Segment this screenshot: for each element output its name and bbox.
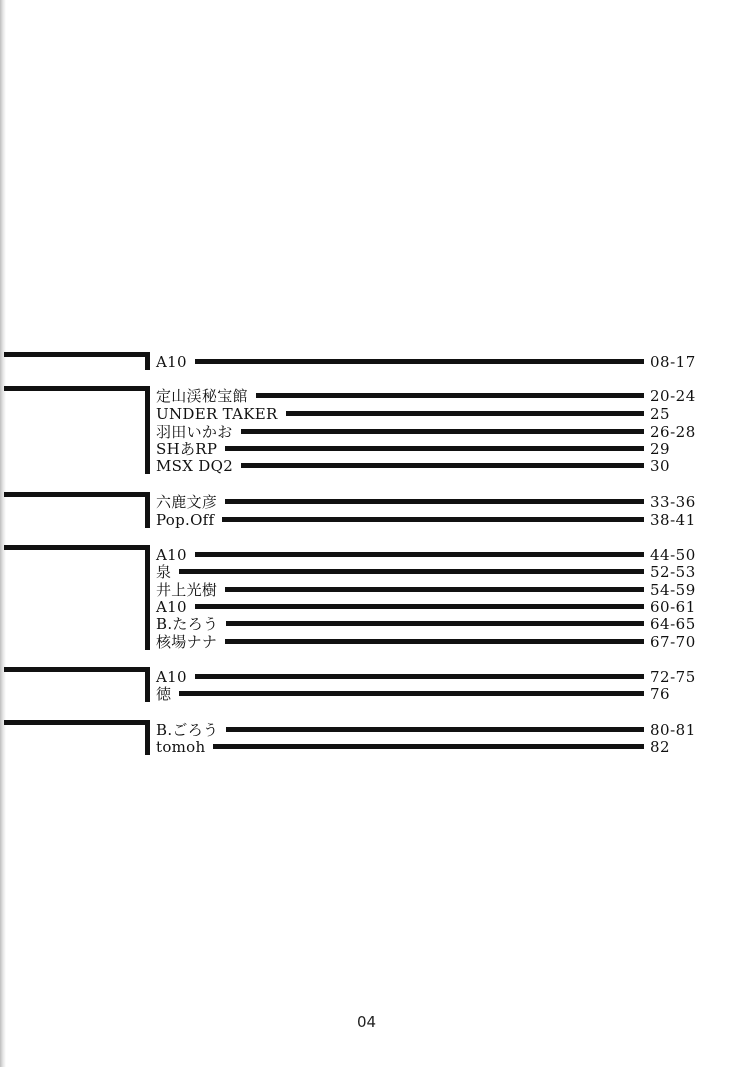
toc-entry [0, 563, 750, 581]
toc-entry [0, 721, 750, 739]
entry-author: Pop.Off [156, 511, 215, 529]
toc-entry [0, 546, 750, 564]
toc-entry [0, 615, 750, 633]
entry-author: A10 [156, 668, 187, 686]
entry-author: UNDER TAKER [156, 405, 278, 423]
leader-rule [222, 517, 644, 522]
entry-pages: 76 [650, 685, 671, 703]
leader-rule [241, 463, 644, 468]
entry-author: tomoh [156, 738, 206, 756]
binding-edge [0, 0, 6, 1067]
entry-pages: 54-59 [650, 581, 696, 599]
entry-author: A10 [156, 353, 187, 371]
leader-rule [195, 552, 644, 557]
entry-pages: 08-17 [650, 353, 696, 371]
toc-entry [0, 598, 750, 616]
entry-author: A10 [156, 546, 187, 564]
toc-entry [0, 581, 750, 599]
leader-rule [195, 359, 644, 364]
toc-entry [0, 633, 750, 651]
entry-pages: 67-70 [650, 633, 696, 651]
leader-rule [226, 621, 644, 626]
entry-author: MSX DQ2 [156, 457, 234, 475]
leader-rule [225, 446, 644, 451]
toc-entry [0, 668, 750, 686]
entry-pages: 30 [650, 457, 671, 475]
toc-entry [0, 511, 750, 529]
entry-author: B.ごろう [156, 721, 219, 739]
entry-author: 核場ナナ [156, 633, 218, 651]
toc-entry [0, 423, 750, 441]
entry-author: SHあRP [156, 440, 218, 458]
toc-entry [0, 493, 750, 511]
leader-rule [226, 727, 644, 732]
entry-pages: 72-75 [650, 668, 696, 686]
leader-rule [256, 393, 644, 398]
leader-rule [195, 674, 644, 679]
entry-pages: 26-28 [650, 423, 696, 441]
entry-author: 羽田いかお [156, 423, 233, 441]
entry-author: 定山渓秘宝館 [156, 387, 248, 405]
entry-pages: 64-65 [650, 615, 696, 633]
toc-entry [0, 685, 750, 703]
toc-entry [0, 405, 750, 423]
entry-author: 六鹿文彦 [156, 493, 218, 511]
entry-author: 徳 [156, 685, 172, 703]
leader-rule [179, 569, 644, 574]
entry-pages: 60-61 [650, 598, 696, 616]
leader-rule [225, 587, 644, 592]
leader-rule [213, 744, 644, 749]
leader-rule [195, 604, 644, 609]
page-number: 04 [357, 1013, 377, 1031]
entry-pages: 20-24 [650, 387, 696, 405]
toc-entry [0, 440, 750, 458]
entry-pages: 82 [650, 738, 671, 756]
entry-pages: 33-36 [650, 493, 696, 511]
leader-rule [241, 429, 644, 434]
entry-pages: 29 [650, 440, 671, 458]
leader-rule [225, 499, 644, 504]
entry-pages: 80-81 [650, 721, 696, 739]
leader-rule [225, 639, 644, 644]
entry-pages: 25 [650, 405, 671, 423]
toc-entry [0, 738, 750, 756]
entry-author: A10 [156, 598, 187, 616]
leader-rule [179, 691, 644, 696]
entry-author: B.たろう [156, 615, 219, 633]
toc-entry [0, 353, 750, 371]
entry-pages: 44-50 [650, 546, 696, 564]
entry-author: 井上光樹 [156, 581, 218, 599]
entry-pages: 52-53 [650, 563, 696, 581]
leader-rule [286, 411, 644, 416]
toc-entry [0, 387, 750, 405]
entry-pages: 38-41 [650, 511, 696, 529]
entry-author: 泉 [156, 563, 172, 581]
toc-entry [0, 457, 750, 475]
